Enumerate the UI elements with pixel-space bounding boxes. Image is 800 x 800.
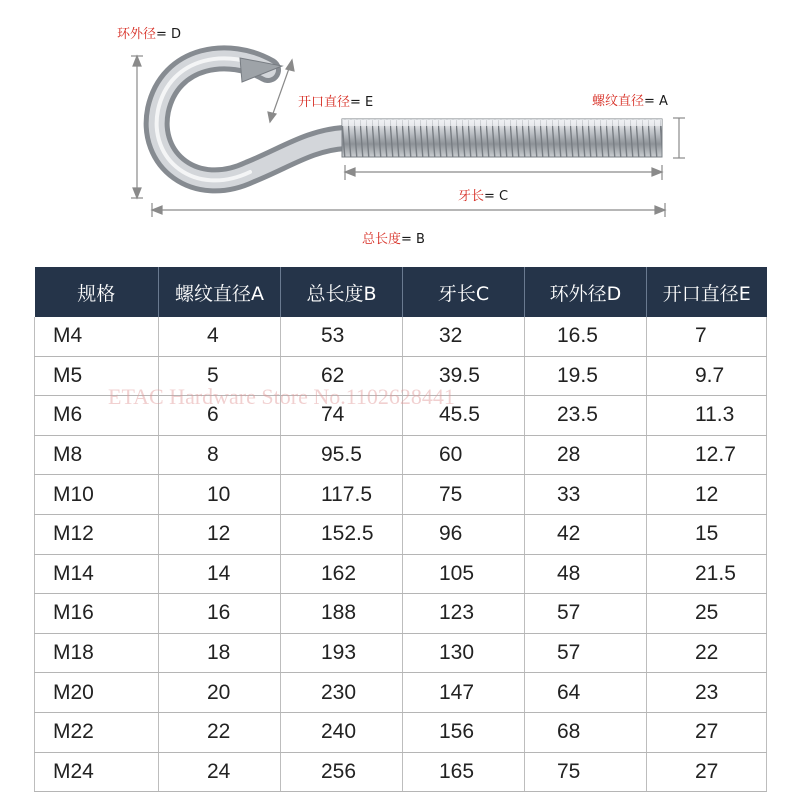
table-cell: 123 (403, 594, 525, 634)
table-cell: 95.5 (281, 435, 403, 475)
table-cell: 74 (281, 396, 403, 436)
table-cell: 10 (159, 475, 281, 515)
table-row (35, 673, 767, 713)
spec-size-cell: M10 (35, 475, 159, 515)
table-cell: 75 (525, 752, 647, 792)
table-cell: 75 (403, 475, 525, 515)
spec-table (34, 267, 767, 792)
table-cell: 96 (403, 514, 525, 554)
table-cell: 156 (403, 712, 525, 752)
table-cell: 193 (281, 633, 403, 673)
label-e-text: 开口直径 (298, 95, 351, 110)
table-cell: 240 (281, 712, 403, 752)
spec-size-cell: M8 (35, 435, 159, 475)
label-b-suffix: = B (401, 232, 425, 247)
table-cell: 24 (159, 752, 281, 792)
table-cell: 22 (647, 633, 767, 673)
table-cell: 165 (403, 752, 525, 792)
label-b-text: 总长度 (362, 232, 402, 247)
table-cell: 147 (403, 673, 525, 713)
table-cell: 21.5 (647, 554, 767, 594)
table-cell: 12.7 (647, 435, 767, 475)
label-thread-diameter-a (592, 90, 668, 109)
table-cell: 256 (281, 752, 403, 792)
table-cell: 23.5 (525, 396, 647, 436)
table-cell: 130 (403, 633, 525, 673)
table-cell: 32 (403, 317, 525, 356)
table-row (35, 712, 767, 752)
column-header: 螺纹直径A (159, 267, 281, 317)
spec-size-cell: M14 (35, 554, 159, 594)
table-row (35, 633, 767, 673)
label-a-suffix: = A (644, 94, 668, 109)
table-body (35, 317, 767, 792)
table-row (35, 435, 767, 475)
column-header: 规格 (35, 267, 159, 317)
table-cell: 11.3 (647, 396, 767, 436)
table-cell: 4 (159, 317, 281, 356)
label-e-suffix: = E (350, 95, 374, 110)
column-header: 总长度B (281, 267, 403, 317)
table-cell: 188 (281, 594, 403, 634)
table-cell: 48 (525, 554, 647, 594)
spec-size-cell: M12 (35, 514, 159, 554)
spec-size-cell: M18 (35, 633, 159, 673)
hook-shape (157, 58, 345, 180)
watermark: ETAC Hardware Store No.1102628441 (108, 384, 455, 409)
table-cell: 12 (159, 514, 281, 554)
table-row (35, 396, 767, 436)
label-c-text: 牙长 (458, 189, 485, 204)
spec-size-cell: M20 (35, 673, 159, 713)
column-header: 牙长C (403, 267, 525, 317)
table-cell: 60 (403, 435, 525, 475)
spec-size-cell: M6 (35, 396, 159, 436)
table-cell: 68 (525, 712, 647, 752)
spec-size-cell: M5 (35, 356, 159, 396)
table-header-row (35, 267, 767, 317)
label-d-suffix: = D (156, 27, 182, 42)
table-cell: 6 (159, 396, 281, 436)
table-cell: 57 (525, 633, 647, 673)
spec-size-cell: M4 (35, 317, 159, 356)
table-row (35, 752, 767, 792)
table-cell: 12 (647, 475, 767, 515)
table-cell: 53 (281, 317, 403, 356)
table-cell: 28 (525, 435, 647, 475)
spec-size-cell: M16 (35, 594, 159, 634)
table-cell: 5 (159, 356, 281, 396)
table-cell: 15 (647, 514, 767, 554)
table-cell: 27 (647, 752, 767, 792)
table-cell: 39.5 (403, 356, 525, 396)
table-cell: 8 (159, 435, 281, 475)
table-cell: 16.5 (525, 317, 647, 356)
table-row (35, 594, 767, 634)
table-cell: 105 (403, 554, 525, 594)
table-cell: 117.5 (281, 475, 403, 515)
table-cell: 152.5 (281, 514, 403, 554)
label-total-length-b (362, 228, 425, 247)
label-opening-diameter-e (298, 91, 373, 110)
table-cell: 57 (525, 594, 647, 634)
label-a-text: 螺纹直径 (592, 94, 645, 109)
label-thread-length-c (458, 185, 508, 204)
table-cell: 42 (525, 514, 647, 554)
column-header: 环外径D (525, 267, 647, 317)
table-cell: 14 (159, 554, 281, 594)
spec-size-cell: M24 (35, 752, 159, 792)
label-d-text: 环外径 (117, 27, 157, 42)
label-ring-diameter-d (117, 23, 181, 42)
table-cell: 27 (647, 712, 767, 752)
table-cell: 19.5 (525, 356, 647, 396)
table-cell: 9.7 (647, 356, 767, 396)
table-cell: 16 (159, 594, 281, 634)
table-row (35, 554, 767, 594)
table-row (35, 514, 767, 554)
hook-bolt-diagram (0, 0, 800, 262)
table-cell: 64 (525, 673, 647, 713)
label-c-suffix: = C (484, 189, 509, 204)
table-cell: 22 (159, 712, 281, 752)
table-cell: 45.5 (403, 396, 525, 436)
table-cell: 162 (281, 554, 403, 594)
table-row (35, 317, 767, 356)
table-cell: 18 (159, 633, 281, 673)
table-cell: 7 (647, 317, 767, 356)
table-cell: 23 (647, 673, 767, 713)
table-cell: 25 (647, 594, 767, 634)
table-cell: 62 (281, 356, 403, 396)
table-cell: 20 (159, 673, 281, 713)
table-row (35, 475, 767, 515)
table-cell: 230 (281, 673, 403, 713)
table-row (35, 356, 767, 396)
column-header: 开口直径E (647, 267, 767, 317)
spec-size-cell: M22 (35, 712, 159, 752)
table-cell: 33 (525, 475, 647, 515)
